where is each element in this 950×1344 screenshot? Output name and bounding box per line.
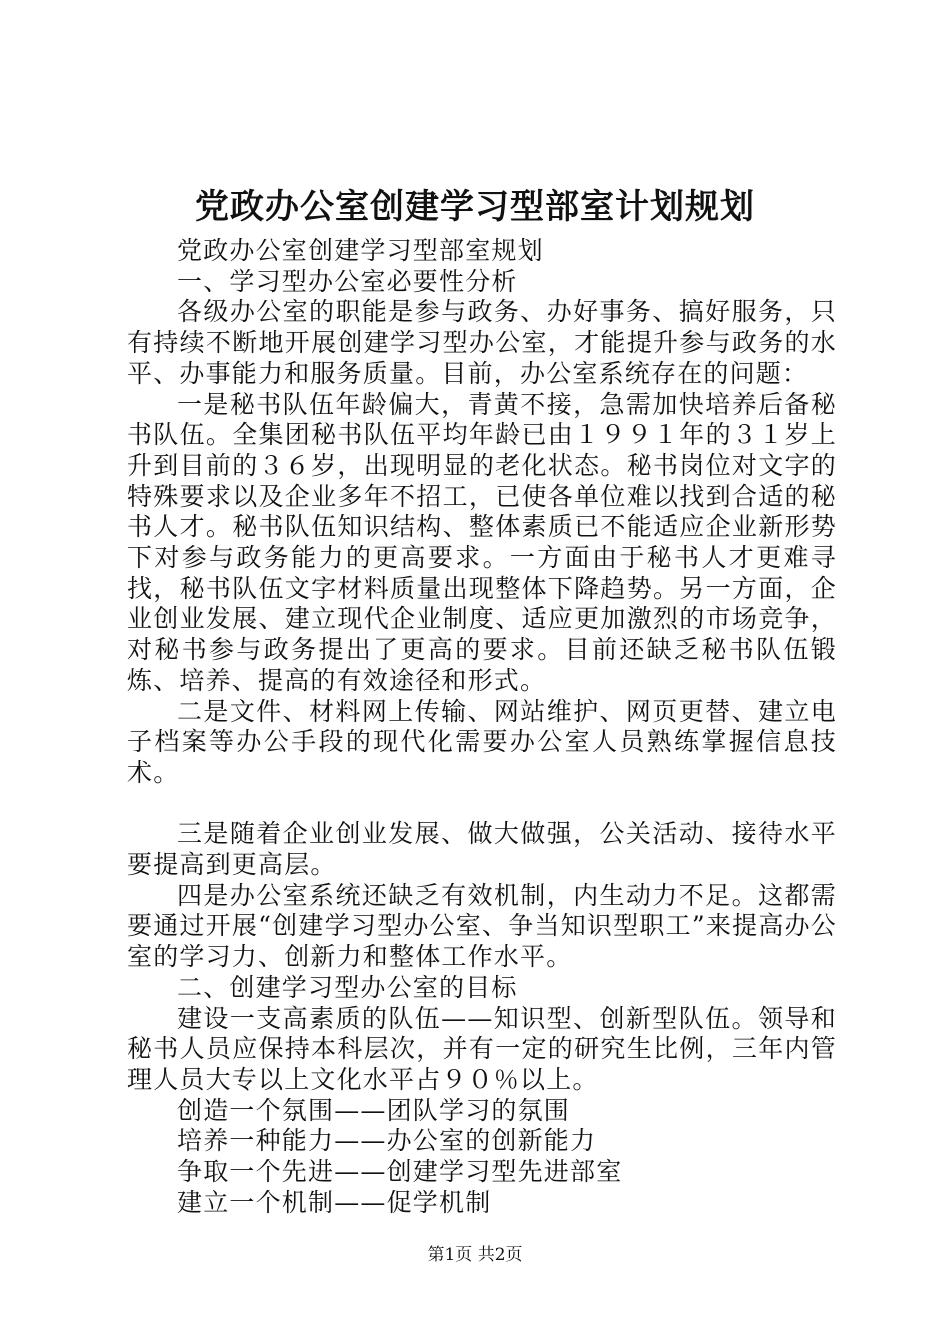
paragraph-point-3: 三是随着企业创业发展、做大做强，公关活动、接待水平要提高到更高层。: [127, 819, 837, 880]
paragraph-goal-team: 建设一支高素质的队伍——知识型、创新型队伍。领导和秘书人员应保持本科层次，并有一定的研究生比例，三年内管理人员大专以上文化水平占９０％以上。: [127, 1003, 837, 1094]
paragraph-subtitle: 党政办公室创建学习型部室规划: [177, 236, 544, 265]
blank-line: [127, 789, 837, 820]
paragraph-point-1: 一是秘书队伍年龄偏大，青黄不接，急需加快培养后备秘书队伍。全集团秘书队伍平均年龄已由１９９１年的３１岁上升到目前的３６岁，出现明显的老化状态。秘书岗位对文字的特殊要求以及企业多年不招工，已使各单位难以找到合适的秘书人才。秘书队伍知识结构、整体素质已不能适应企业新形势下对参与政务能力的更高要求。一方面由于秘书人才更难寻找，秘书队伍文字材料质量出现整体下降趋势。另一方面，企业创业发展、建立现代企业制度、适应更加激烈的市场竞争，对秘书参与政务提出了更高的要求。目前还缺乏秘书队伍锻炼、培养、提高的有效途径和形式。: [127, 389, 837, 695]
goal-item-ability: 培养一种能力——办公室的创新能力: [177, 1126, 597, 1156]
paragraph-point-2: 二是文件、材料网上传输、网站维护、网页更替、建立电子档案等办公手段的现代化需要办公室人员熟练掌握信息技术。: [127, 696, 837, 787]
document-title: 党政办公室创建学习型部室计划规划: [195, 187, 755, 227]
document-body: [127, 236, 837, 1218]
paragraph-intro: 各级办公室的职能是参与政务、办好事务、搞好服务，只有持续不断地开展创建学习型办公室，才能提升参与政务的水平、办事能力和服务质量。目前，办公室系统存在的问题：: [127, 297, 837, 388]
goal-item-advanced: 争取一个先进——创建学习型先进部室: [177, 1157, 623, 1187]
section-heading-2: 二、创建学习型办公室的目标: [177, 972, 518, 1002]
paragraph-point-4: 四是办公室系统还缺乏有效机制，内生动力不足。这都需要通过开展“创建学习型办公室、争当知识型职工”来提高办公室的学习力、创新力和整体工作水平。: [127, 880, 837, 972]
goal-item-mechanism: 建立一个机制——促学机制: [177, 1187, 492, 1217]
section-heading-1: 一、学习型办公室必要性分析: [177, 266, 518, 296]
goal-item-atmosphere: 创造一个氛围——团队学习的氛围: [177, 1095, 571, 1125]
page-footer: 第1页 共2页: [427, 1245, 523, 1265]
